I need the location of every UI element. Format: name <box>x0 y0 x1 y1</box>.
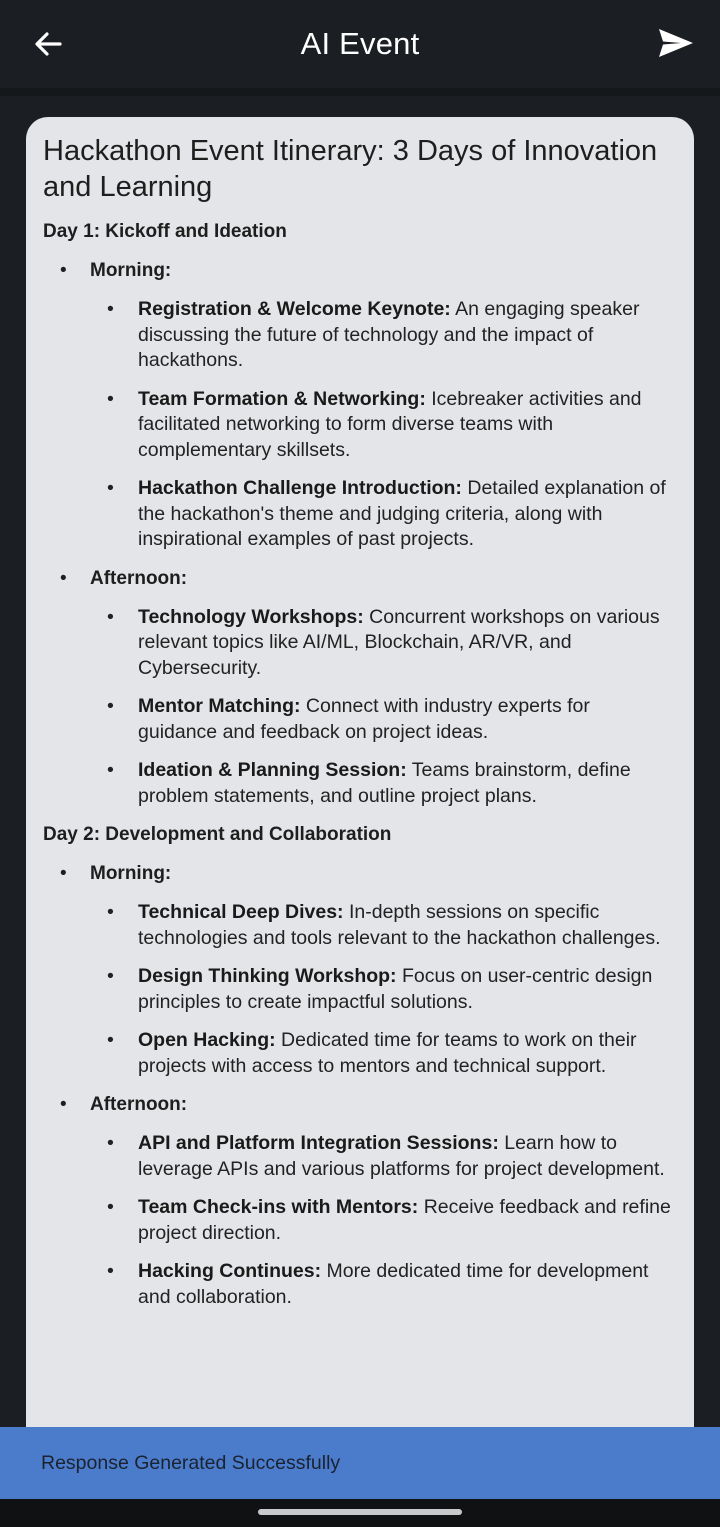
item-text: Detailed explanation of the hackathon's theme and judging criteria, along with inspirational examples of past projects. <box>138 477 666 550</box>
list-item <box>43 1195 672 1246</box>
item-term: Technology Workshops: <box>138 605 364 628</box>
bullet-icon: • <box>107 759 114 781</box>
list-item <box>43 1259 672 1310</box>
item-term: Open Hacking: <box>138 1029 276 1051</box>
item-text: More dedicated time for development and collaboration. <box>138 1260 649 1308</box>
response-card <box>26 117 694 1457</box>
list-item <box>43 1131 672 1182</box>
list-item <box>43 964 672 1015</box>
bullet-icon: • <box>107 1260 114 1282</box>
item-term: Registration & Welcome Keynote: <box>138 298 451 320</box>
bullet-icon: • <box>60 863 67 884</box>
bullet-icon: • <box>60 1094 67 1115</box>
item-term: Technical Deep Dives: <box>138 901 344 923</box>
snackbar <box>0 1427 720 1499</box>
arrow-left-icon <box>33 29 63 59</box>
item-term: API and Platform Integration Sessions: <box>138 1132 499 1154</box>
bullet-icon: • <box>107 477 114 499</box>
app-bar <box>0 0 720 88</box>
list-item <box>43 900 672 951</box>
item-term: Mentor Matching: <box>138 695 301 717</box>
section-label: Morning: <box>90 863 172 884</box>
list-item <box>43 605 672 682</box>
day-title: Day 2: Development and Collaboration <box>43 824 392 845</box>
item-text: Teams brainstorm, define problem statements, and outline project plans. <box>138 759 631 807</box>
item-term: Design Thinking Workshop: <box>138 965 397 987</box>
section-morning <box>43 258 672 553</box>
bullet-icon: • <box>107 1029 114 1051</box>
item-text: Dedicated time for teams to work on their projects with access to mentors and technical support. <box>138 1029 637 1077</box>
item-text: Learn how to leverage APIs and various platforms for project development. <box>138 1132 665 1180</box>
item-term: Ideation & Planning Session: <box>138 759 407 781</box>
itinerary-heading: Hackathon Event Itinerary: 3 Days of Innovation and Learning <box>43 135 658 203</box>
send-icon <box>657 27 695 59</box>
item-term: Hackathon Challenge Introduction: <box>138 477 462 499</box>
list-item <box>43 694 672 745</box>
day-title: Day 1: Kickoff and Ideation <box>43 221 287 242</box>
list-item <box>43 758 672 809</box>
home-gesture-handle[interactable] <box>258 1509 462 1515</box>
bullet-icon: • <box>107 605 114 628</box>
bullet-icon: • <box>107 965 114 987</box>
item-text: In-depth sessions on specific technologies and tools relevant to the hackathon challenges. <box>138 901 661 949</box>
bullet-icon: • <box>107 1196 114 1218</box>
section-afternoon <box>43 566 672 810</box>
send-button[interactable] <box>654 24 698 62</box>
item-term: Hacking Continues: <box>138 1260 322 1282</box>
section-afternoon <box>43 1092 672 1310</box>
list-item <box>43 387 672 464</box>
bullet-icon: • <box>60 260 67 281</box>
bullet-icon: • <box>107 387 114 410</box>
list-item <box>43 297 672 374</box>
item-text: An engaging speaker discussing the future of technology and the impact of hackathons. <box>138 298 640 371</box>
bullet-icon: • <box>107 901 114 923</box>
list-item <box>43 1028 672 1079</box>
list-item <box>43 476 672 553</box>
page-title: AI Event <box>300 26 420 61</box>
section-label: Afternoon: <box>90 567 188 589</box>
bullet-icon: • <box>107 298 114 320</box>
item-text: Connect with industry experts for guidance and feedback on project ideas. <box>138 695 590 743</box>
item-term: Team Formation & Networking: <box>138 387 426 410</box>
snackbar-message: Response Generated Successfully <box>41 1451 341 1474</box>
section-morning <box>43 861 672 1079</box>
bullet-icon: • <box>60 567 67 589</box>
item-text: Concurrent workshops on various relevant topics like AI/ML, Blockchain, AR/VR, and Cybersecurity. <box>138 605 660 679</box>
item-text: Receive feedback and refine project direction. <box>138 1196 671 1244</box>
bullet-icon: • <box>107 1132 114 1154</box>
section-label: Morning: <box>90 260 172 281</box>
system-nav-bar <box>0 1499 720 1527</box>
divider <box>0 88 720 96</box>
item-text: Focus on user-centric design principles to create impactful solutions. <box>138 965 653 1013</box>
item-text: Icebreaker activities and facilitated networking to form diverse teams with complementary skillsets. <box>138 387 642 461</box>
section-label: Afternoon: <box>90 1094 188 1115</box>
bullet-icon: • <box>107 695 114 717</box>
item-term: Team Check-ins with Mentors: <box>138 1196 419 1218</box>
back-button[interactable] <box>30 26 66 62</box>
